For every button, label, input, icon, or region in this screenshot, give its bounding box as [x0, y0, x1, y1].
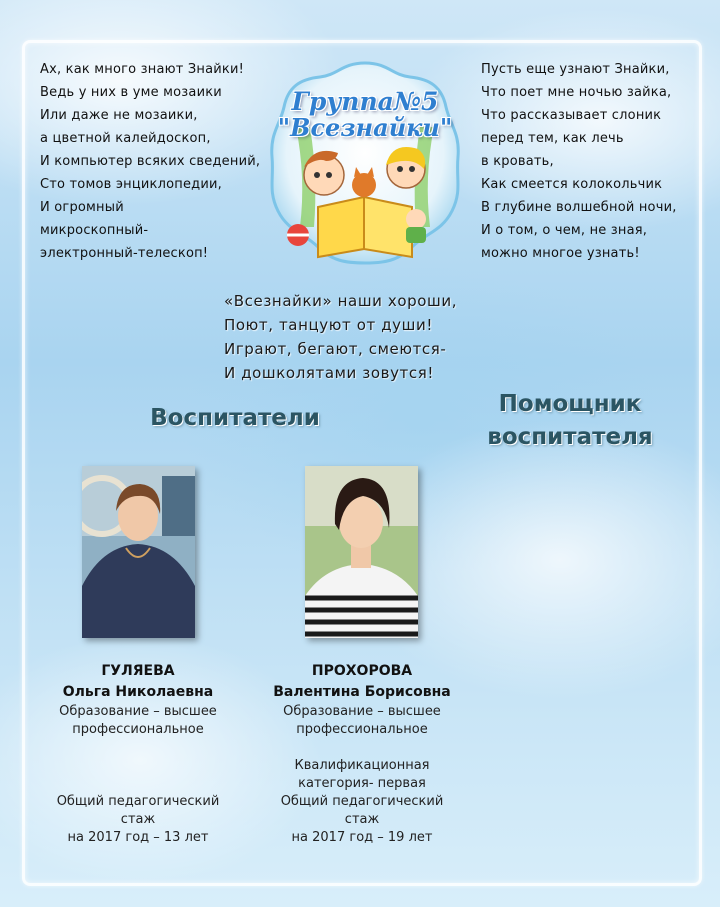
poem-line: в кровать,: [481, 154, 554, 169]
staff-education: Образование – высшее: [59, 704, 217, 719]
group-quatrain: [224, 289, 457, 385]
logo-title-line1: Группа№5: [291, 87, 439, 116]
staff-education: профессиональное: [296, 722, 428, 737]
poem-line: И компьютер всяких сведений,: [40, 154, 261, 169]
staff-category: категория- первая: [298, 776, 426, 791]
poem-line: перед тем, как лечь: [481, 131, 624, 146]
staff-photo-prokhorova: [305, 466, 418, 638]
poem-line: Ведь у них в уме мозаики: [40, 85, 222, 100]
heading-assistant-line2: воспитателя: [487, 424, 653, 450]
staff-photo-guliaeva: [82, 466, 195, 638]
staff-surname: ГУЛЯЕВА: [101, 663, 175, 679]
staff-bio-guliaeva: [28, 661, 248, 847]
poem-line: микроскопный-: [40, 223, 149, 238]
poem-left: [40, 58, 260, 265]
heading-assistant: [460, 388, 680, 454]
poem-line: В глубине волшебной ночи,: [481, 200, 677, 215]
staff-experience: Общий педагогический: [280, 794, 444, 809]
staff-bio-prokhorova: [252, 661, 472, 847]
staff-education: профессиональное: [72, 722, 204, 737]
poem-right: [481, 58, 677, 265]
quatrain-line: Играют, бегают, смеются-: [224, 340, 447, 358]
quatrain-line: И дошколятами зовутся!: [224, 364, 434, 382]
group-logo: [266, 57, 464, 270]
staff-given-name: Ольга Николаевна: [62, 684, 214, 700]
poem-line: И огромный: [40, 200, 124, 215]
poem-line: можно многое узнать!: [481, 246, 640, 261]
poem-line: Что рассказывает слоник: [481, 108, 662, 123]
poem-line: Что поет мне ночью зайка,: [481, 85, 672, 100]
logo-title-line2: "Всезнайки": [277, 113, 453, 142]
quatrain-line: Поют, танцуют от души!: [224, 316, 433, 334]
staff-experience: стаж: [344, 812, 380, 827]
poem-line: Пусть еще узнают Знайки,: [481, 62, 670, 77]
heading-assistant-line1: Помощник: [498, 391, 642, 417]
poem-line: а цветной калейдоскоп,: [40, 131, 211, 146]
staff-surname: ПРОХОРОВА: [311, 663, 413, 679]
staff-experience: стаж: [120, 812, 156, 827]
poem-line: Как смеется колокольчик: [481, 177, 663, 192]
heading-educators: Воспитатели: [150, 405, 320, 431]
poem-line: И о том, о чем, не зная,: [481, 223, 648, 238]
poem-line: Или даже не мозаики,: [40, 108, 198, 123]
poem-line: Ах, как много знают Знайки!: [40, 62, 245, 77]
staff-category: Квалификационная: [294, 758, 430, 773]
poem-line: электронный-телескоп!: [40, 246, 209, 261]
staff-education: Образование – высшее: [283, 704, 441, 719]
staff-experience: на 2017 год – 19 лет: [291, 830, 433, 845]
staff-given-name: Валентина Борисовна: [273, 684, 451, 700]
poem-line: Сто томов энциклопедии,: [40, 177, 222, 192]
staff-experience: Общий педагогический: [56, 794, 220, 809]
staff-experience: на 2017 год – 13 лет: [67, 830, 209, 845]
quatrain-line: «Всезнайки» наши хороши,: [224, 292, 458, 310]
